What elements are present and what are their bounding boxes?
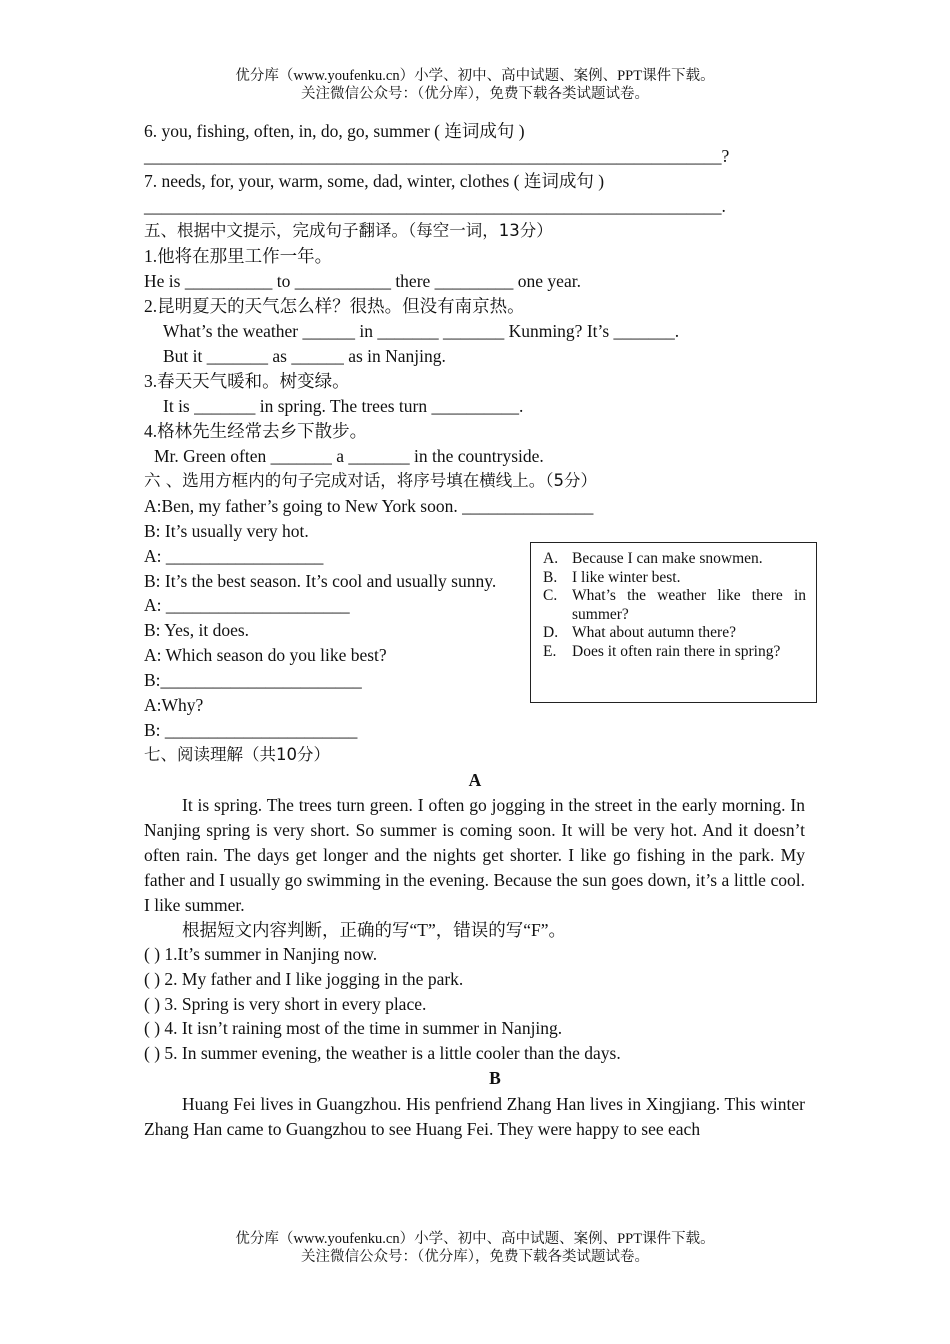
options-box — [530, 542, 817, 703]
tf-instruction: 根据短文内容判断，正确的写“T”，错误的写“F”。 — [182, 919, 566, 940]
s5-line-2: He is __________ to ___________ there _________ one year. — [144, 271, 581, 291]
section-5-title: 五、根据中文提示，完成句子翻译。（每空一词，13分） — [144, 221, 553, 240]
option-key: E. — [543, 642, 557, 660]
option-text: What about autumn there? — [572, 624, 736, 642]
dialogue-line-4: B: It’s the best season. It’s cool and usually sunny. — [144, 571, 497, 591]
footer-line-1: 优分库（www.youfenku.cn）小学、初中、高中试题、案例、PPT课件下载。 — [235, 1231, 715, 1247]
s5-line-1: 1.他将在那里工作一年。 — [144, 246, 333, 266]
section-7-title: 七、阅读理解（共10分） — [144, 745, 330, 764]
option-b — [543, 569, 806, 588]
passage-b-text: Huang Fei lives in Guangzhou. His penfriend Zhang Han lives in Xingjiang. This winter Zhang Han came to Guangzhou to see Huang Fei. They were happy to see each — [144, 1094, 805, 1139]
option-c — [543, 587, 806, 624]
s5-line-5: But it _______ as ______ as in Nanjing. — [163, 346, 446, 366]
section-6-title: 六 、选用方框内的句子完成对话，将序号填在横线上。（5分） — [144, 471, 597, 490]
footer-line-2: 关注微信公众号：（优分库），免费下载各类试题试卷。 — [301, 1249, 649, 1265]
dialogue-line-6: B: Yes, it does. — [144, 620, 250, 640]
passage-b — [144, 1092, 805, 1142]
option-e — [543, 643, 806, 662]
s5-line-4: What’s the weather ______ in _______ _______ Kunming? It’s _______. — [163, 321, 680, 341]
dialogue-line-3: A: __________________ — [144, 546, 324, 566]
dialogue-line-8: B:_______________________ — [144, 670, 362, 690]
statement-3: ( ) 3. Spring is very short in every place. — [144, 994, 427, 1014]
statement-4: ( ) 4. It isn’t raining most of the time in summer in Nanjing. — [144, 1018, 563, 1038]
s5-line-3: 2.昆明夏天的天气怎么样？很热。但没有南京热。 — [144, 296, 525, 316]
statement-1: ( ) 1.It’s summer in Nanjing now. — [144, 944, 378, 964]
dialogue-line-1: A:Ben, my father’s going to New York soon. _______________ — [144, 496, 594, 516]
dialogue-line-9: A:Why? — [144, 695, 204, 715]
option-text: What’s the weather like there in summer? — [572, 587, 806, 623]
dialogue-line-7: A: Which season do you like best? — [144, 645, 387, 665]
option-key: C. — [543, 587, 558, 605]
option-text: I like winter best. — [572, 568, 681, 586]
passage-a — [144, 793, 805, 942]
page-footer — [0, 1230, 950, 1266]
statement-5: ( ) 5. In summer evening, the weather is a little cooler than the days. — [144, 1043, 621, 1063]
option-d — [543, 624, 806, 643]
option-key: A. — [543, 550, 559, 567]
option-a — [543, 550, 806, 569]
option-text: Does it often rain there in spring? — [572, 642, 781, 660]
passage-b-label: B — [489, 1068, 501, 1088]
dialogue-line-5: A: _____________________ — [144, 595, 350, 615]
option-key: D. — [543, 624, 559, 642]
header-line-2: 关注微信公众号：（优分库），免费下载各类试题试卷。 — [301, 86, 649, 102]
option-key: B. — [543, 568, 558, 586]
question-6: 6. you, fishing, often, in, do, go, summer ( 连词成句 ) — [144, 121, 525, 141]
s5-line-8: 4.格林先生经常去乡下散步。 — [144, 421, 368, 441]
header-line-1: 优分库（www.youfenku.cn）小学、初中、高中试题、案例、PPT课件下载。 — [235, 68, 715, 84]
passage-a-label: A — [468, 770, 482, 790]
dialogue-line-2: B: It’s usually very hot. — [144, 521, 309, 541]
s5-line-7: It is _______ in spring. The trees turn __________. — [163, 396, 524, 416]
passage-a-text: It is spring. The trees turn green. I often go jogging in the street in the early morning. In Nanjing spring is very short. So summer is coming soon. It will be very hot. And it doesn’t often rain. The days get longer and the nights get shorter. I like go fishing in the park. My father and I usually go swimming in the evening. Because the sun goes down, it’s a little cool. I like summer. — [144, 795, 805, 915]
page-header — [0, 67, 950, 103]
s5-line-9: Mr. Green often _______ a _______ in the countryside. — [154, 446, 544, 466]
question-7-answer-line: __________________________________________________________________. — [144, 196, 726, 216]
dialogue-line-10: B: ______________________ — [144, 720, 358, 740]
question-7: 7. needs, for, your, warm, some, dad, winter, clothes ( 连词成句 ) — [144, 171, 605, 191]
s5-line-6: 3.春天天气暖和。树变绿。 — [144, 371, 350, 391]
option-text: Because I can make snowmen. — [572, 550, 763, 567]
question-6-answer-line: __________________________________________________________________? — [144, 146, 730, 166]
statement-2: ( ) 2. My father and I like jogging in the park. — [144, 969, 464, 989]
